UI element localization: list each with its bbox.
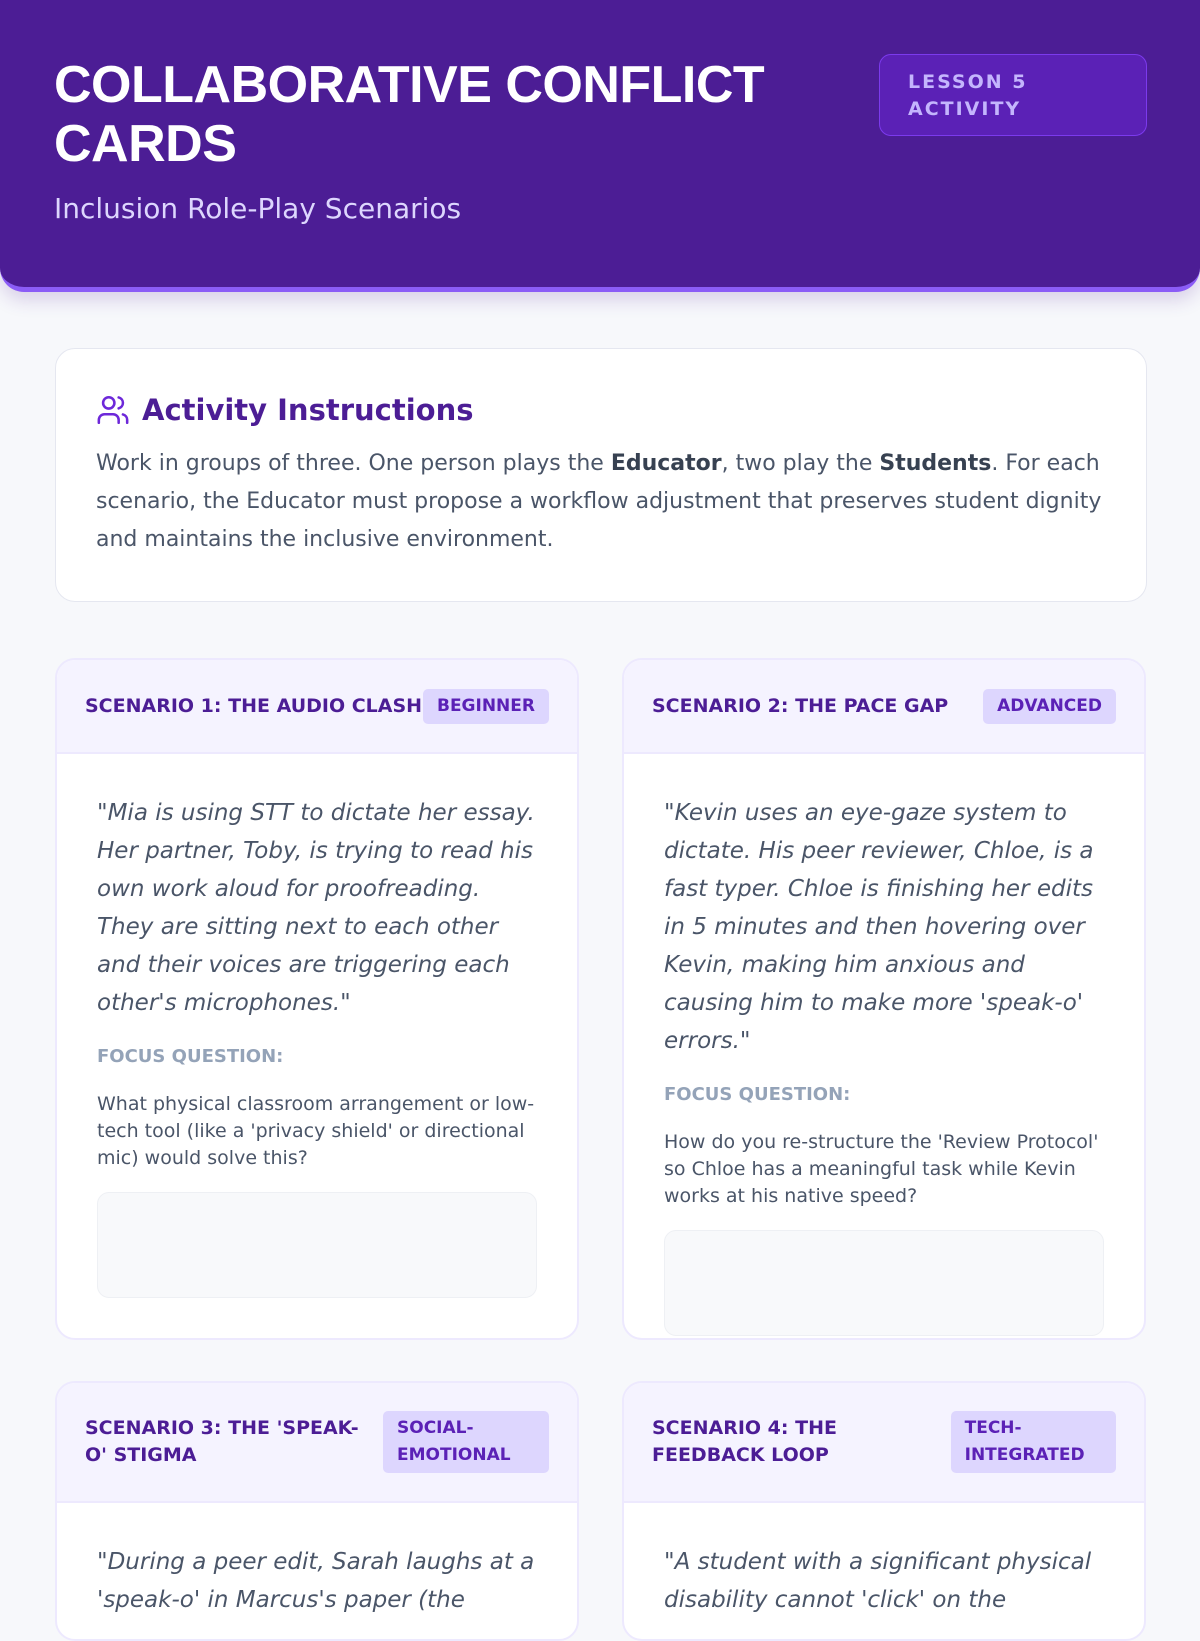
page-header [0,0,1200,292]
scenario-card-header [57,1383,577,1503]
focus-question-label: FOCUS QUESTION: [97,1046,284,1067]
difficulty-badge: TECH-INTEGRATED [951,1411,1116,1473]
scenario-title: SCENARIO 3: THE 'SPEAK-O' STIGMA [85,1417,359,1466]
scenario-card-header [624,660,1144,754]
scenario-quote: "Mia is using STT to dictate her essay. Her partner, Toby, is trying to read his own work aloud for proofreading. They are sitting next to each other and their voices are triggering each other's microphones." [97,800,535,1016]
activity-instructions-panel [55,348,1147,602]
scenario-card-2 [622,658,1146,1340]
scenario-card-4 [622,1381,1146,1641]
scenario-card-3 [55,1381,579,1641]
lesson-badge: LESSON 5 ACTIVITY [879,54,1147,136]
scenario-card-header [57,660,577,754]
page-subtitle: Inclusion Role-Play Scenarios [54,192,462,225]
answer-area[interactable] [97,1192,537,1298]
scenario-title: SCENARIO 4: THE FEEDBACK LOOP [652,1417,837,1466]
difficulty-badge: ADVANCED [983,689,1116,724]
page-title: COLLABORATIVE CONFLICT CARDS [54,56,765,173]
educator-role: Educator [610,451,722,476]
scenario-quote: "Kevin uses an eye-gaze system to dictate. His peer reviewer, Chloe, is a fast typer. Chloe is finishing her edits in 5 minutes and then hovering over Kevin, making him anxious and causing him to make more 'speak-o' errors." [664,800,1094,1054]
scenario-title: SCENARIO 2: THE PACE GAP [652,694,949,717]
difficulty-badge: BEGINNER [423,689,549,724]
instructions-title: Activity Instructions [142,393,474,427]
scenario-title: SCENARIO 1: THE AUDIO CLASH [85,694,423,717]
focus-question-label: FOCUS QUESTION: [664,1084,851,1105]
answer-area[interactable] [664,1230,1104,1336]
students-role: Students [879,451,992,476]
scenario-card-1 [55,658,579,1340]
scenario-quote: "A student with a significant physical disability cannot 'click' on the [664,1549,1092,1613]
difficulty-badge: SOCIAL-EMOTIONAL [383,1411,549,1473]
users-icon [96,393,130,427]
focus-question-text: What physical classroom arrangement or low-tech tool (like a 'privacy shield' or directional mic) would solve this? [97,1093,535,1169]
instructions-text: Work in groups of three. One person plays the Educator, two play the Students. For each scenario, the Educator must propose a workflow adjustment that preserves student dignity and maintains the inclusive environment. [96,451,1102,552]
scenario-card-header [624,1383,1144,1503]
focus-question-text: How do you re-structure the 'Review Protocol' so Chloe has a meaningful task while Kevin works at his native speed? [664,1131,1099,1207]
scenario-quote: "During a peer edit, Sarah laughs at a 'speak-o' in Marcus's paper (the [97,1549,535,1613]
